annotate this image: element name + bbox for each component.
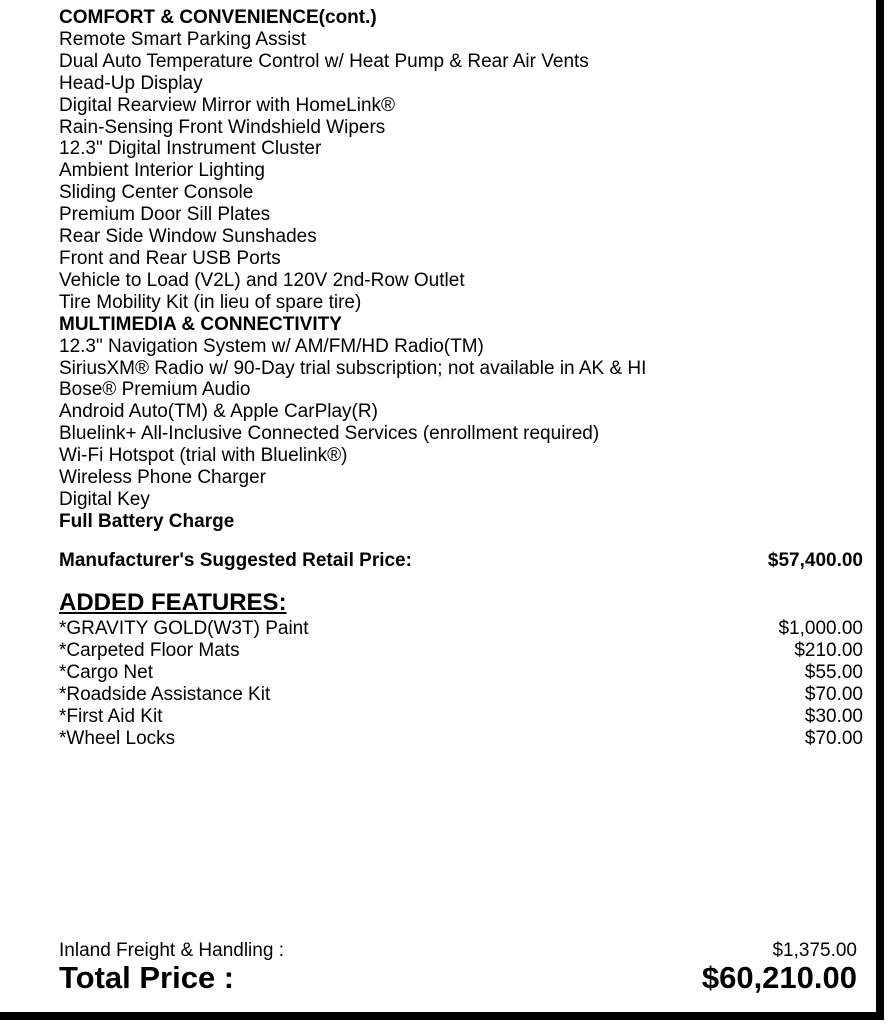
feature-item: SiriusXM® Radio w/ 90-Day trial subscription; not available in AK & HI xyxy=(59,357,647,379)
feature-item: Digital Key xyxy=(59,488,150,510)
feature-item: Ambient Interior Lighting xyxy=(59,160,265,182)
page-border-right xyxy=(876,0,884,1020)
added-feature-row xyxy=(59,640,863,662)
feature-item: Rear Side Window Sunshades xyxy=(59,226,317,248)
feature-item: Vehicle to Load (V2L) and 120V 2nd-Row Outlet xyxy=(59,269,465,291)
added-feature-price: $30.00 xyxy=(804,705,863,727)
feature-item: Tire Mobility Kit (in lieu of spare tire) xyxy=(59,291,362,313)
added-feature-row xyxy=(59,618,863,640)
freight-value: $1,375.00 xyxy=(772,940,857,961)
msrp-label: Manufacturer's Suggested Retail Price: xyxy=(59,550,412,571)
added-feature-price: $55.00 xyxy=(804,661,863,683)
added-feature-label: *Cargo Net xyxy=(59,661,153,683)
feature-item: Bose® Premium Audio xyxy=(59,379,251,401)
added-feature-row xyxy=(59,662,863,684)
feature-item: Android Auto(TM) & Apple CarPlay(R) xyxy=(59,401,378,423)
feature-item: Sliding Center Console xyxy=(59,182,254,204)
added-feature-price: $210.00 xyxy=(794,639,863,661)
added-features-list xyxy=(59,618,863,749)
added-feature-label: *Roadside Assistance Kit xyxy=(59,683,271,705)
total-value: $60,210.00 xyxy=(701,960,857,995)
feature-item: 12.3" Navigation System w/ AM/FM/HD Radio(TM) xyxy=(59,335,484,357)
added-feature-label: *Wheel Locks xyxy=(59,727,176,749)
added-feature-price: $70.00 xyxy=(804,727,863,749)
msrp-value: $57,400.00 xyxy=(767,550,863,571)
added-feature-price: $1,000.00 xyxy=(778,618,863,639)
section-heading: MULTIMEDIA & CONNECTIVITY xyxy=(59,313,342,335)
added-feature-row xyxy=(59,728,863,750)
total-row xyxy=(59,960,857,996)
added-feature-label: *GRAVITY GOLD(W3T) Paint xyxy=(59,618,309,639)
msrp-row xyxy=(59,550,863,572)
feature-item: Wireless Phone Charger xyxy=(59,467,266,489)
feature-item: Dual Auto Temperature Control w/ Heat Pump & Rear Air Vents xyxy=(59,50,589,72)
feature-item: Rain-Sensing Front Windshield Wipers xyxy=(59,116,386,138)
freight-row xyxy=(59,940,857,962)
feature-item: Wi-Fi Hotspot (trial with Bluelink®) xyxy=(59,445,348,467)
added-feature-label: *First Aid Kit xyxy=(59,705,163,727)
features-list xyxy=(59,7,864,533)
added-feature-label: *Carpeted Floor Mats xyxy=(59,639,240,661)
page-border-bottom xyxy=(0,1012,884,1020)
feature-item: 12.3" Digital Instrument Cluster xyxy=(59,138,322,160)
section-heading: COMFORT & CONVENIENCE(cont.) xyxy=(59,7,377,28)
total-label: Total Price : xyxy=(59,960,235,995)
added-feature-row xyxy=(59,706,863,728)
added-features-heading: ADDED FEATURES: xyxy=(59,589,287,616)
feature-item: Premium Door Sill Plates xyxy=(59,204,271,226)
feature-item: Front and Rear USB Ports xyxy=(59,247,281,269)
added-feature-row xyxy=(59,684,863,706)
section-heading: Full Battery Charge xyxy=(59,510,235,532)
feature-item: Bluelink+ All-Inclusive Connected Services (enrollment required) xyxy=(59,423,600,445)
feature-item: Head-Up Display xyxy=(59,72,203,94)
added-feature-price: $70.00 xyxy=(804,683,863,705)
feature-item: Digital Rearview Mirror with HomeLink® xyxy=(59,94,396,116)
feature-item: Remote Smart Parking Assist xyxy=(59,28,307,50)
freight-label: Inland Freight & Handling : xyxy=(59,940,284,961)
